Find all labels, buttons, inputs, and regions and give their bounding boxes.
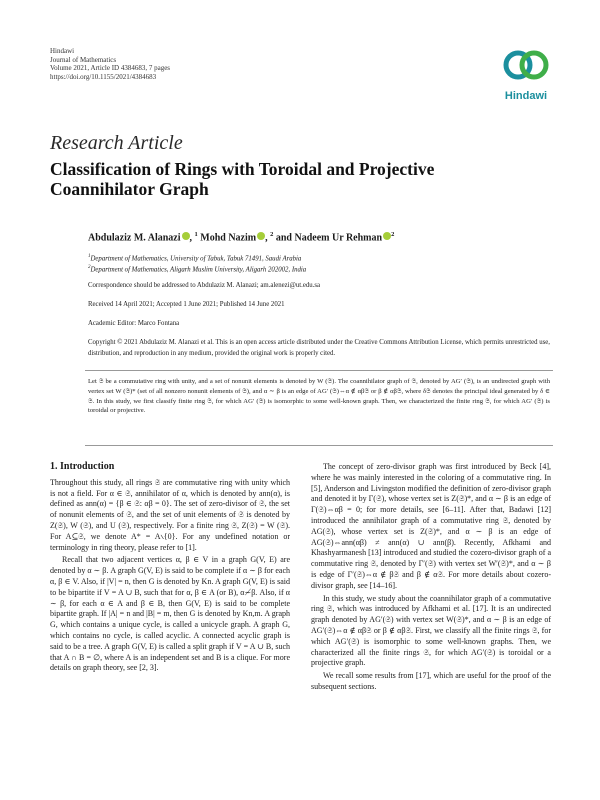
dates: Received 14 April 2021; Accepted 1 June 2021; Published 14 June 2021 [88,301,285,308]
volume-line: Volume 2021, Article ID 4384683, 7 pages [50,64,171,73]
doi-link[interactable]: https://doi.org/10.1155/2021/4384683 [50,72,157,81]
author-name: Abdulaziz M. Alanazi [88,232,181,244]
academic-editor: Academic Editor: Marco Fontana [88,320,180,327]
journal-meta [50,47,170,81]
paragraph: Recall that two adjacent vertices α, β ∈ V in a graph G(V, E) are denoted by α ∼ β. A graph G(V, E) is said to be complete if α ∼ β for each α, β ∈ V. Also, if |V| = n, then G is denoted by Kn. A graph G(V, E) is said to be bipartite if V = A ∪ B, such that for α, β ∈ A (or B), α≁β. Also, if α ∼ β, for each α ∈ A and β ∈ B, then G(V, E) is said to be complete bipartite graph. If |A| = n and |B| = m, then G is denoted by Kn,m. A graph G, which contains a unique cycle, is called a unicycle graph. A graph G, which contains no cycle, is called acyclic. A connected acyclic graph is said to be a tree. A graph G(V, E) is called a split graph if V = A ∪ B, such that A ∩ B = ∅, where A is an independent set and B is a clique. For more details on graph theory, see [2, 3]. [50,555,290,673]
right-column [311,462,551,695]
section-heading: 1. Introduction [50,461,115,472]
left-column [50,462,290,676]
affiliation-number: 1 [88,254,91,259]
affiliation [88,253,301,263]
author-affil-mark: 2 [391,231,395,238]
paragraph: We recall some results from [17], which are useful for the proof of the subsequent sections. [311,671,551,691]
paragraph: Throughout this study, all rings 𝔖 are commutative ring with unity which is not a field. For α ∈ 𝔖, annihilator of α, which is denoted by ann(α), is defined as ann(α) = {β ∈ 𝔖: αβ = 0}. The set of zero-divisor of 𝔖, the set of nonunit elements of 𝔖, and the set of unit elements of 𝔖 is denoted by Z(𝔖), W (𝔖), and U (𝔖), respectively. For a finite ring 𝔖, Z(𝔖) = W (𝔖). For A⊆𝔖, we denote A* = A∖{0}. For any undefined notation or terminology in ring theory, please refer to [1]. [50,477,290,552]
paragraph: The concept of zero-divisor graph was first introduced by Beck [4], where he was mainly interested in the coloring of a commutative ring. In [5], Anderson and Livingston modified the definition of zero-divisor graph and denoted it by Γ(𝔖), whose vertex set is Z(𝔖)*, and α ∼ β is an edge of Γ(𝔖)⇔αβ = 0; for more details, see [6–11]. After that, Badawi [12] introduced the annihilator graph of a commutative ring 𝔖, denoted by AG(𝔖), whose vertex set is Z(𝔖)*, and α ∼ β is an edge of AG(𝔖)⇔ann(αβ) ≠ ann(α) ∪ ann(β). Recently, Afkhami and Khashyarmanesh [13] introduced and studied the cozero-divisor graph of a commutative ring 𝔖, denoted by Γ′(𝔖) with vertex set W′(𝔖)*, and α ∼ β is edge of Γ′(𝔖)⇔α ∉ β𝔖 and β ∉ α𝔖. For more details about cozero-divisor graph, see [14–16]. [311,462,551,590]
author-separator: and [275,232,295,244]
author-list [88,231,394,243]
copyright: Copyright © 2021 Abdulaziz M. Alanazi et al. This is an open access article distributed under the Creative Commons Attribution License, which permits unrestricted use, distribution, and reproduction in any medium, provided the original work is properly cited. [88,339,550,357]
paper-title: Classification of Rings with Toroidal and Projective Coannihilator Graph [50,159,435,199]
logo-text: Hindawi [504,90,548,102]
orcid-icon[interactable] [257,232,265,240]
author-name: Nadeem Ur Rehman [294,232,383,244]
affiliation-text: Department of Mathematics, University of Tabuk, Tabuk 71491, Saudi Arabia [90,255,302,263]
author-separator: , [189,232,195,244]
author-affil-mark: 1 [194,231,198,238]
author-separator: , [265,232,271,244]
affiliation-text: Department of Mathematics, Aligarh Muslim University, Aligarh 202002, India [90,266,307,274]
article-type: Research Article [50,132,183,154]
affiliation-number: 2 [88,265,91,270]
abstract: Let 𝔖 be a commutative ring with unity, and a set of nonunit elements is denoted by W (𝔖). The coannihilator graph of 𝔖, denoted by AG′ (𝔖), is an undirected graph with vertex set W (𝔖)* (set of all nonzero nonunit elements of 𝔖), and α ∼ β is an edge of AG′ (𝔖)⇔α ∉ αβ𝔖 or β ∉ αβ𝔖, where δ𝔖 denotes the principal ideal generated by δ ∈ 𝔖. In this study, we first classify finite ring 𝔖, for which AG′ (𝔖) is isomorphic to some well-known graph. Then, we characterized the finite ring 𝔖, for which AG′ (𝔖) is toroidal or projective. [88,378,550,415]
orcid-icon[interactable] [182,232,190,240]
publisher-name: Hindawi [50,47,75,55]
orcid-icon[interactable] [383,232,391,240]
journal-name: Journal of Mathematics [50,55,117,64]
correspondence: Correspondence should be addressed to Abdulaziz M. Alanazi; am.alenezi@ut.edu.sa [88,282,320,289]
paragraph: In this study, we study about the coannihilator graph of a commutative ring 𝔖, which was introduced by Afkhami et al. [17]. It is an undirected graph denoted by AG′(𝔖) with vertex set W(𝔖)*, and α ∼ β is an edge of AG′(𝔖)⇔α ∉ αβ𝔖 or β ∉ αβ𝔖. First, we classify all the finite rings 𝔖, for which AG′(𝔖) is isomorphic to some well-known graphs. Then, we characterized all the finite rings 𝔖, for which AG′(𝔖) is toroidal or a projective graph. [311,593,551,668]
author-name: Mohd Nazim [200,232,257,244]
author-affil-mark: 2 [270,231,274,238]
affiliation [88,264,306,274]
